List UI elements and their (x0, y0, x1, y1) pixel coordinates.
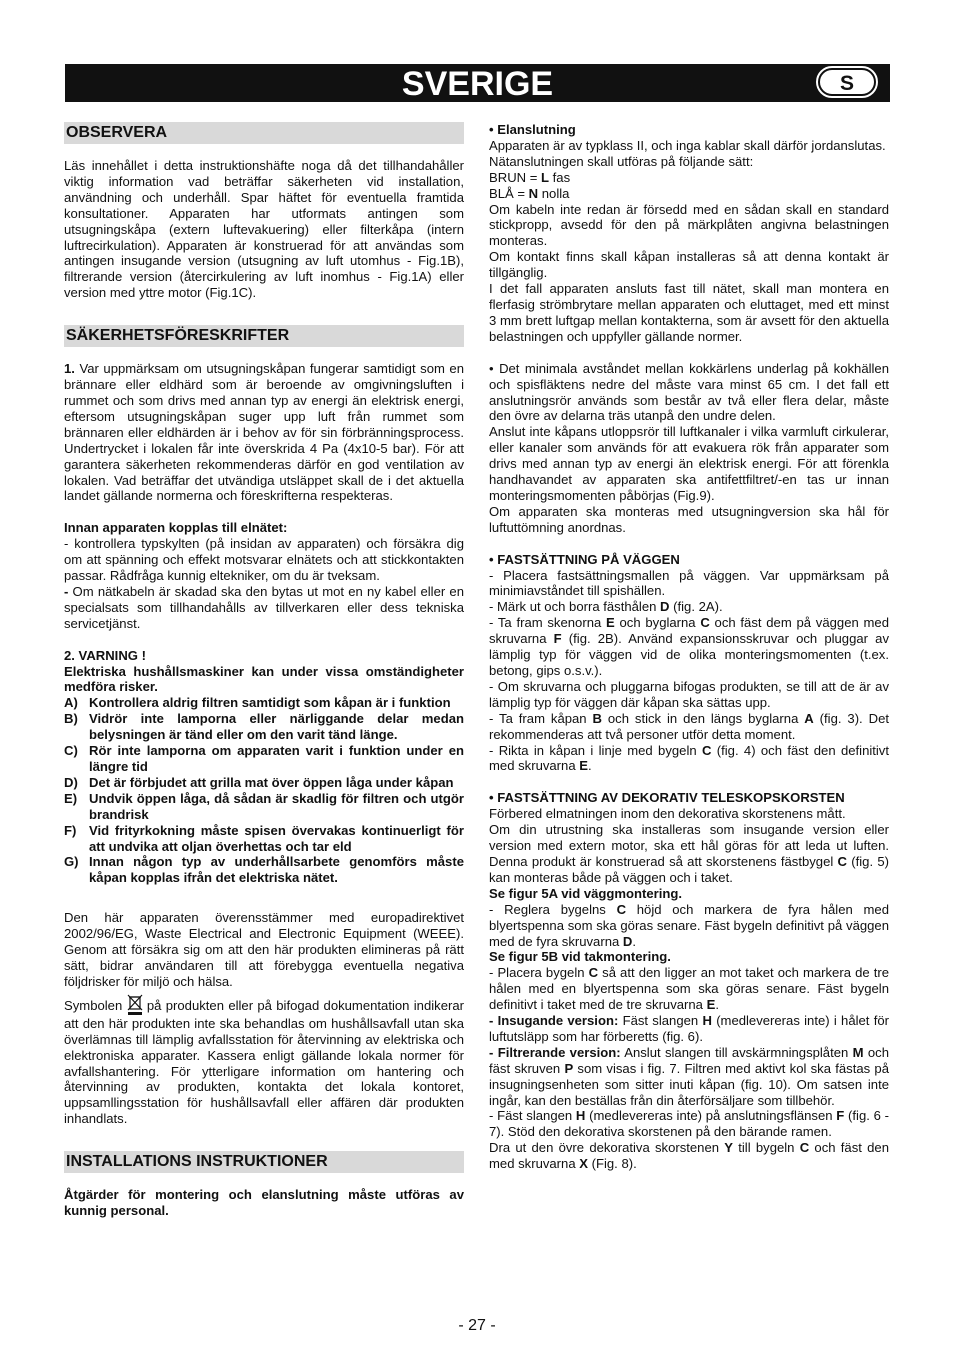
tele-text-1: Förbered elmatningen inom den dekorativa skorstenens mått. (489, 806, 846, 822)
varning-sub: Elektriska hushållsmaskiner kan under vissa omständigheter medföra risker. (64, 663, 464, 695)
warning-item (64, 854, 464, 886)
bla-line (489, 186, 889, 202)
item-key: D) (64, 774, 78, 790)
item-key: C) (64, 743, 78, 759)
min-text-3: Om apparaten ska monteras med utsugningversion ska hål för luftuttömning anordnas. (489, 503, 889, 535)
item-key: E) (64, 790, 78, 806)
item-text: Innan någon typ av underhållsarbete genomförs måste kåpan kopplas ifrån det elektriska nätet. (89, 854, 464, 886)
brun-code: L (541, 169, 550, 185)
bla-label: BLÅ = (489, 185, 529, 201)
min-text-1: • Det minimala avståndet mellan kokkärlens underlag på kokhällen och spisfläktens nedre del måste vara minst 65 cm. I det fall ett anslutningsrör används som består av två eller flera delar, måste den övre av delarna träs utanpå den undre delen. (489, 360, 889, 424)
innan-text-2: Om nätkabeln är skadad ska den bytas ut mot en ny kabel eller en specialsats som tillhandahålls av tillverkaren eller dess tekniska servicetjänst. (64, 583, 464, 631)
item-text: Vidrör inte lamporna eller närliggande delar medan belysningen är tänd eller om den varit tänd länge. (89, 711, 464, 743)
dra-ut-text: Dra ut den övre dekorativa skorstenen Y till bygeln C och fäst den med skruvarna X (Fig. 8). (489, 1140, 889, 1172)
innan-item-2 (64, 584, 464, 632)
bla-desc: nolla (538, 185, 570, 201)
brun-desc: fas (549, 169, 571, 185)
brun-line (489, 170, 889, 186)
item-key: A) (64, 695, 78, 711)
tele-text-2: Om din utrustning ska installeras som insugande version eller version med extern motor, ska ett hål göras för att leda ut luften. Denna produkt är konstruerad så att skorstenens fästbygel C (fig. 5) kan monteras både på väggen och i taket. (489, 822, 889, 885)
elan-text-5: I det fall apparaten ansluts fast till nätet, skall man montera en flerfasig strömbrytare mellan apparaten och eluttaget, med ett minst 3 mm brett luftgap mellan kontakterna, som är avsett för den aktuella belastningen och uppfyller gällande normer. (489, 281, 889, 344)
bla-code: N (528, 185, 539, 201)
warning-item (64, 791, 464, 823)
symbol-paragraph (64, 994, 464, 1127)
fig5b-heading: Se figur 5B vid takmontering. (489, 949, 671, 965)
warning-item (64, 743, 464, 775)
safety-text-1: Var uppmärksam om utsugningskåpan fungerar samtidigt som en brännare eller eldhärd som är beroende av omgivningsluften i rummet och som drivs med annan typ av energi än elektrisk energi, eftersom utsugningskåpan suger upp luft från rummet som brännaren eller eldhärden är i behov av för sin förbränningsprocess. Undertrycket i lokalen får inte överskrida 4 Pa (4x10-5 bar). För att garantera säkerheten rekommenderas därför en god ventilation av lokalen. Vad beträffar det utvändiga utsläppet skall de i det aktuella landet gällande normerna och föreskrifterna respekteras. (64, 361, 464, 504)
varning-heading: 2. VARNING ! (64, 647, 146, 663)
item-text: Det är förbjudet att grilla mat över öppen låga under kåpan (89, 774, 454, 790)
item-text: Kontrollera aldrig filtren samtidigt som kåpan är i funktion (89, 695, 451, 711)
fig5a-heading: Se figur 5A vid väggmontering. (489, 885, 683, 901)
filtrerande-text: - Filtrerande version: Anslut slangen till avskärmningsplåten M och fäst skruven P som visas i fig. 7. Filtren med aktivt kol ska fästas på insugningsenheten som sitter inuti kåpan (fig. 10). Om satsen inte ingår, kan den beställas från din återförsäljare som tillbehör. (489, 1044, 890, 1108)
country-banner (65, 64, 890, 102)
innan-heading: Innan apparaten kopplas till elnätet: (64, 520, 288, 536)
heading-sakerhet: SÄKERHETSFÖRESKRIFTER (64, 325, 464, 347)
heading-observera: OBSERVERA (64, 122, 464, 144)
crossed-bin-icon (127, 994, 143, 1016)
fast-text-1: - Placera fastsättningsmallen på väggen. Var uppmärksam på minimiavståndet till spishällen. (489, 567, 889, 599)
warning-item (64, 823, 464, 855)
symbol-text-b: på produkten eller på bifogad dokumentation indikerar att den här produkten inte ska behandlas om hushållsavfall utan ska överlämnas till lämplig avfallsstation för återvinning av elektriska och elektroniska apparater. Kassera enligt gällande lokala normer för avfallshantering. För ytterligare information om hantering och återvinning av produkten, kontakta det lokala kontoret, uppsamllingsstation för hushållsavfall eller affären där produkten inhandlats. (64, 997, 464, 1127)
item-text: Vid frityrkokning måste spisen övervakas kontinuerligt för att undvika att oljan överhettas och tar eld (89, 822, 464, 854)
elan-text-2: Nätanslutningen skall utföras på följande sätt: (489, 153, 754, 169)
page-number: - 27 - (458, 1317, 496, 1334)
item-text: Rör inte lamporna om apparaten varit i funktion under en längre tid (89, 743, 464, 774)
warning-list (64, 695, 464, 886)
elanslutning-heading: • Elanslutning (489, 122, 576, 137)
left-column (64, 122, 464, 1219)
dash: - (64, 583, 69, 599)
fast-text-6: - Rikta in kåpan i linje med bygeln C (fig. 4) och fäst den definitivt med skruvarna E. (489, 742, 889, 774)
fastsattning-heading: • FASTSÄTTNING PÅ VÄGGEN (489, 551, 680, 567)
teleskop-heading: • FASTSÄTTNING AV DEKORATIV TELESKOPSKORSTEN (489, 790, 845, 806)
warning-item (64, 711, 464, 743)
fast-text-4: - Om skruvarna och pluggarna bifogas produkten, se till att de är av lämplig typ för väggen där kåpan ska sättas upp. (489, 678, 889, 710)
item-key: G) (64, 854, 79, 870)
country-badge: S (818, 68, 876, 96)
item-number: 1. (64, 361, 75, 377)
symbol-text-a: Symbolen (64, 997, 127, 1013)
elan-text-3: Om kabeln inte redan är försedd med en sådan skall en standard stickpropp, avsedd för den på märkplåten angivna belastningen monteras. (489, 201, 889, 249)
fig5b-text: - Placera bygeln C så att den ligger an mot taket och markera de tre hålen med en blyertspenna som ska göras senare. Fäst bygeln definitivt i taket med de tre skruvarna E. (489, 965, 889, 1013)
fast-slangen-text: - Fäst slangen H (medlevereras inte) på anslutningsflänsen F (fig. 6 - 7). Stöd den dekorativa skorstenen på den bärande ramen. (489, 1108, 889, 1140)
fast-text-3: - Ta fram skenorna E och byglarna C och fäst dem på väggen med skruvarna F (fig. 2B). Använd expansionsskruvar och pluggar av lämplig typ för väggen vid de olika monteringsmomenten (t.ex. betong, gips o.s.v.). (489, 615, 889, 678)
insugande-text: - Insugande version: Fäst slangen H (medlevereras inte) i hålet för luftutsläpp som har förberetts (fig. 6). (489, 1013, 889, 1044)
weee-paragraph: Den här apparaten överensstämmer med europadirektivet 2002/96/EG, Waste Electrical and Electronic Equipment (WEEE). Genom att försäkra sig om att den här produkten elimineras på rätt sätt, bidrar användaren till att förebygga eventuella negativa följdrisker för miljö och hälsa. (64, 910, 464, 989)
fig5a-text: - Reglera bygelns C höjd och markera de fyra hålen med blyertspenna som ska göras senare. Fäst bygeln definitivt på väggen med de fyra skruvarna D. (489, 901, 889, 949)
elan-text-1: Apparaten är av typklass II, och inga kablar skall därför jordanslutas. (489, 137, 886, 153)
innan-item-1: - kontrollera typskylten (på insidan av apparaten) och försäkra dig om att spänning och effekt motsvarar elnätets och att stickkontakten passar. Rådfråga kunnig eltekniker, om du är tveksam. (64, 536, 464, 584)
warning-item (64, 695, 464, 711)
observera-text: Läs innehållet i detta instruktionshäfte noga då det tillhandahåller viktig information vad beträffar säkerheten vid installation, användning och underhåll. Spar häftet för eventuella framtida konsultationer. Apparaten har utformats antingen som utsugningskåpa (extern luftevakuering) eller filterkåpa (intern luftrecirkulation). Apparaten är konstruerad för att användas som antingen insugande version (utsugning av luft utomhus - Fig.1B), filtrerande version (återcirkulering av luft inomhus - Fig.1A) eller version med yttre motor (Fig.1C). (64, 158, 464, 301)
elan-text-4: Om kontakt finns skall kåpan installeras så att denna kontakt är tillgänglig. (489, 249, 889, 281)
min-text-2: Anslut inte kåpans utloppsrör till luftkanaler i vilka varmluft cirkulerar, eller kanaler som används för att evakuera rök från apparater som drivs med annan typ av energi än elektrisk energi. För att förenkla handhavandet av apparaten ska antifettfiltret/-en tas ur innan monteringsmomenten påbörjas (Fig.9). (489, 424, 889, 503)
safety-paragraph-1 (64, 361, 464, 504)
install-text: Åtgärder för montering och elanslutning måste utföras av kunnig personal. (64, 1187, 464, 1219)
fast-text-2: - Märk ut och borra fästhålen D (fig. 2A). (489, 599, 723, 615)
right-column (489, 122, 889, 1172)
heading-install: INSTALLATIONS INSTRUKTIONER (64, 1151, 464, 1173)
brun-label: BRUN = (489, 169, 542, 185)
fast-text-5: - Ta fram kåpan B och stick in den längs byglarna A (fig. 3). Det rekommenderas att två personer utför detta moment. (489, 710, 889, 742)
banner-title: SVERIGE (401, 65, 554, 103)
item-text: Undvik öppen låga, då sådan är skadlig för filtren och utgör brandrisk (89, 790, 464, 822)
warning-item (64, 775, 464, 791)
item-key: B) (64, 711, 78, 727)
item-key: F) (64, 822, 77, 838)
